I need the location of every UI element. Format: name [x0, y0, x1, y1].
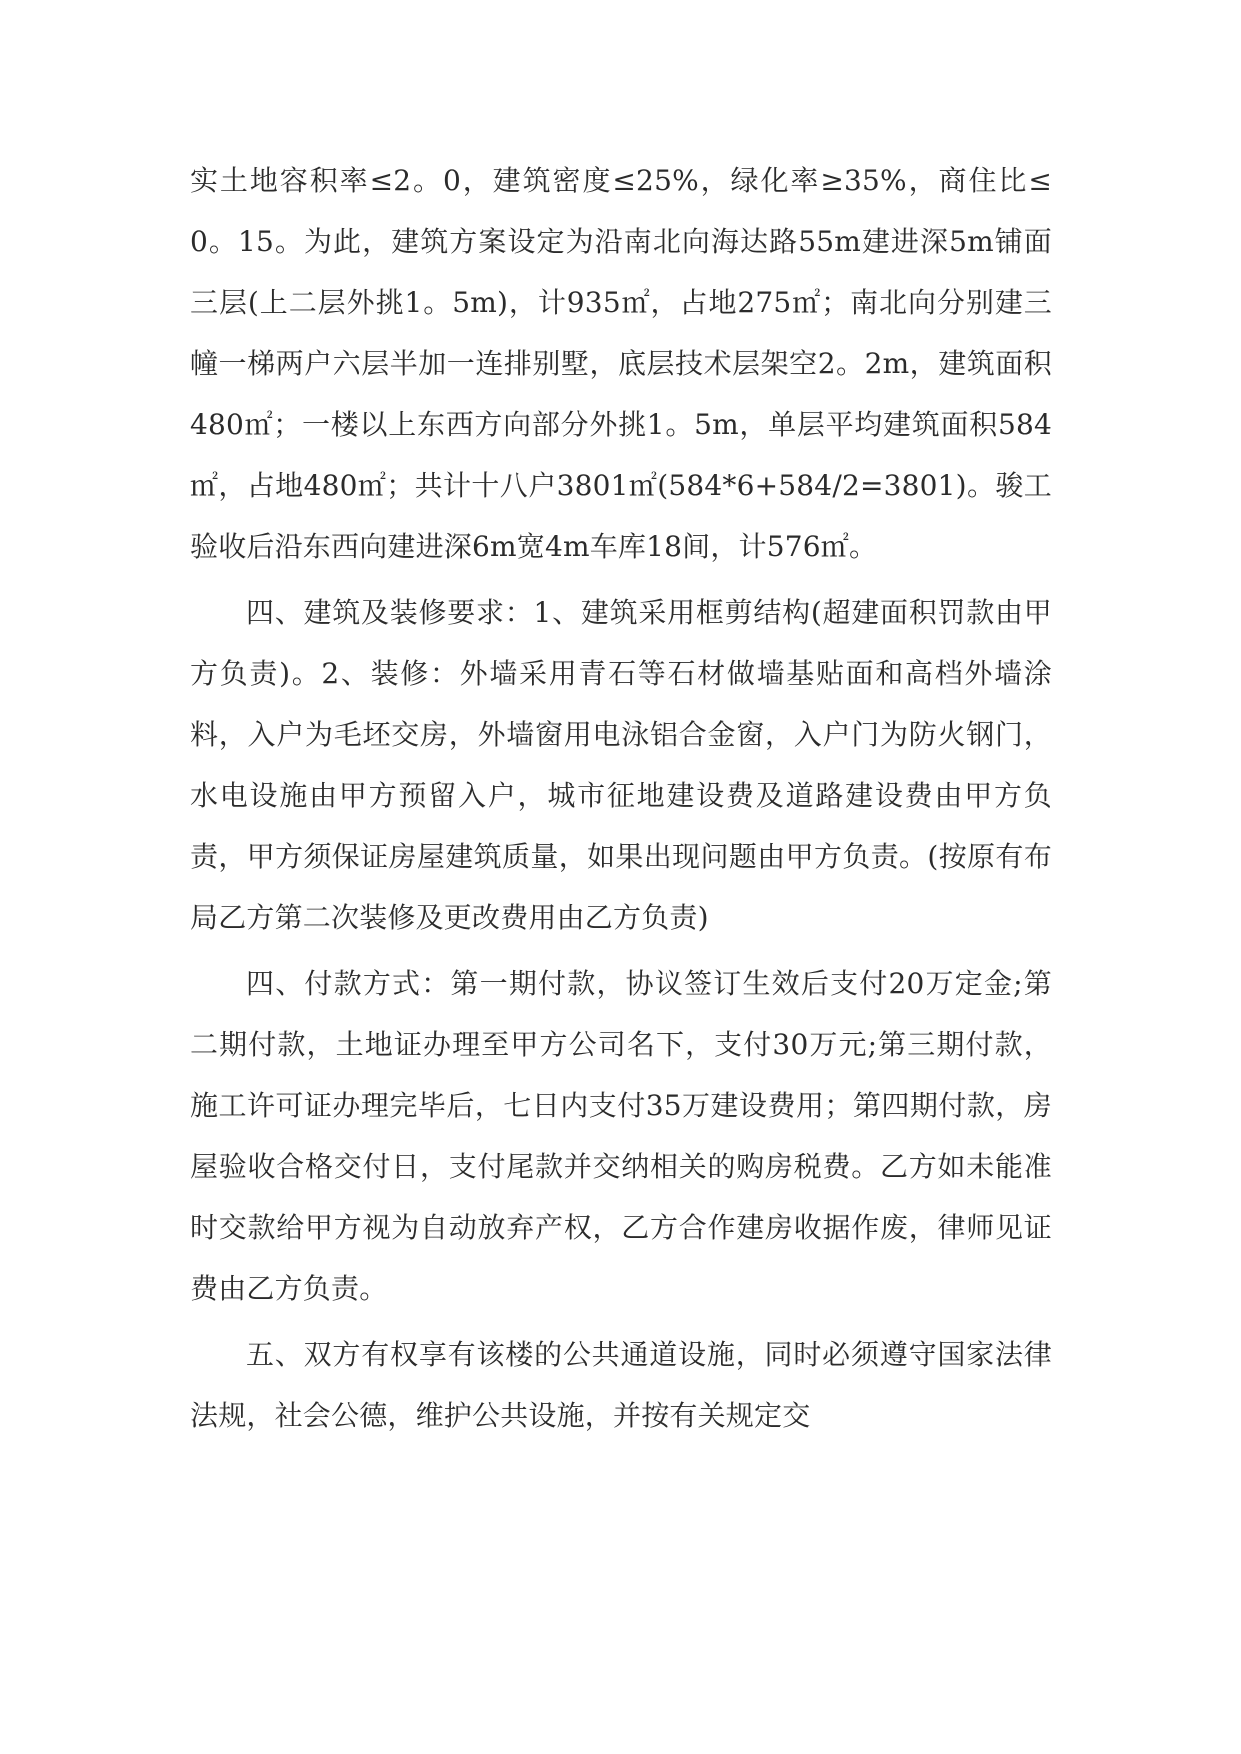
paragraph-shared-facilities: 五、双方有权享有该楼的公共通道设施，同时必须遵守国家法律法规，社会公德，维护公共设施，并按有关规定交: [190, 1338, 1052, 1432]
paragraph-land-and-building-plan: 实土地容积率≤2。0，建筑密度≤25%，绿化率≥35%，商住比≤0。15。为此，建筑方案设定为沿南北向海达路55m建进深5m铺面三层(上二层外挑1。5m)，计935㎡，占地275㎡；南北向分别建三幢一梯两户六层半加一连排别墅，底层技术层架空2。2m，建筑面积480㎡；一楼以上东西方向部分外挑1。5m，单层平均建筑面积584㎡，占地480㎡；共计十八户3801㎡(584*6+584/2=3801)。骏工验收后沿东西向建进深6m宽4m车库18间，计576㎡。: [190, 164, 1052, 563]
paragraph-payment-terms: 四、付款方式：第一期付款，协议签订生效后支付20万定金;第二期付款，土地证办理至甲方公司名下，支付30万元;第三期付款，施工许可证办理完毕后，七日内支付35万建设费用；第四期付款，房屋验收合格交付日，支付尾款并交纳相关的购房税费。乙方如未能准时交款给甲方视为自动放弃产权，乙方合作建房收据作废，律师见证费由乙方负责。: [190, 967, 1052, 1305]
document-body: [190, 150, 1052, 1451]
paragraph-construction-requirements: 四、建筑及装修要求：1、建筑采用框剪结构(超建面积罚款由甲方负责)。2、装修：外墙采用青石等石材做墙基贴面和高档外墙涂料，入户为毛坯交房，外墙窗用电泳铝合金窗，入户门为防火钢门，水电设施由甲方预留入户，城市征地建设费及道路建设费由甲方负责，甲方须保证房屋建筑质量，如果出现问题由甲方负责。(按原有布局乙方第二次装修及更改费用由乙方负责): [190, 596, 1052, 934]
